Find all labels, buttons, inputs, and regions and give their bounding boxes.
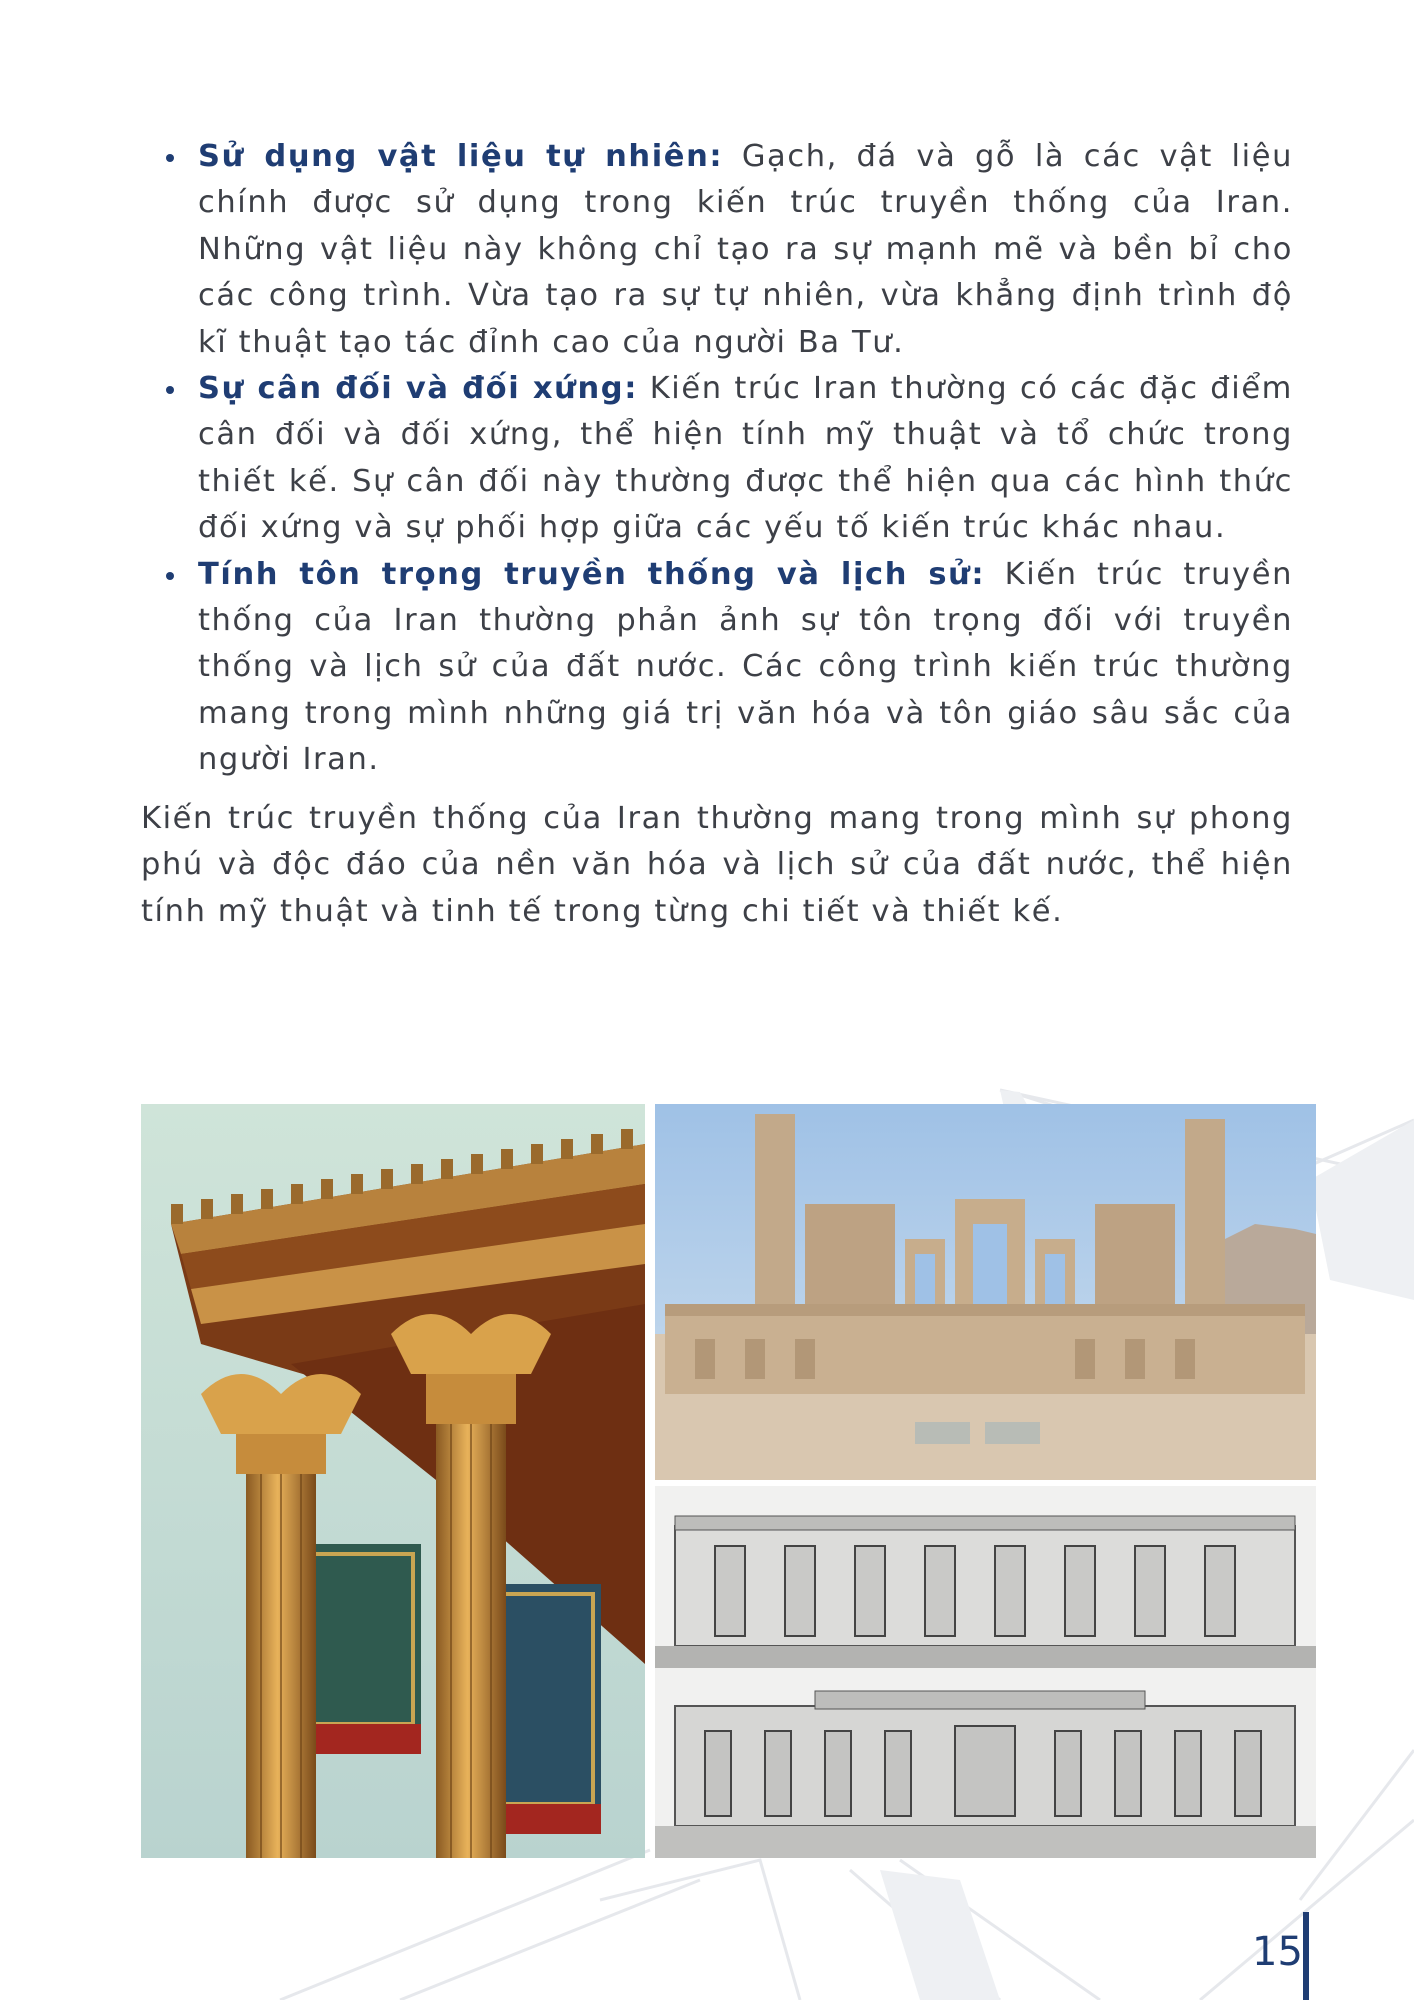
bullet-text: Kiến trúc Iran thường có các đặc điểm cân đối và đối xứng, thể hiện tính mỹ thuật và tổ chức trong thiết kế. Sự cân đối này thường được thể hiện qua các hình thức đối xứng và sự phối hợp giữa các yếu tố kiến trúc khác nhau. xyxy=(198,371,1293,546)
list-item xyxy=(141,552,1293,784)
page-content xyxy=(141,134,1293,965)
persian-column-illustration xyxy=(141,1104,645,1858)
list-item xyxy=(141,366,1293,552)
bullet-text: Kiến trúc truyền thống của Iran thường phản ảnh sự tôn trọng đối với truyền thống và lịch sử của đất nước. Các công trình kiến trúc thường mang trong mình những giá trị văn hóa và tôn giáo sâu sắc của người Iran. xyxy=(198,556,1294,778)
list-item xyxy=(141,134,1293,366)
bullet-text: Gạch, đá và gỗ là các vật liệu chính được sử dụng trong kiến trúc truyền thống của Iran. Những vật liệu này không chỉ tạo ra sự mạnh mẽ và bền bỉ cho các công trình. Vừa tạo ra sự tự nhiên, vừa khẳng định trình độ kĩ thuật tạo tác đỉnh cao của người Ba Tư. xyxy=(198,139,1293,360)
summary-paragraph: Kiến trúc truyền thống của Iran thường mang trong mình sự phong phú và độc đáo của nền văn hóa và lịch sử của đất nước, thể hiện tính mỹ thuật và tinh tế trong từng chi tiết và thiết kế. xyxy=(141,800,1293,929)
feature-list xyxy=(141,134,1293,784)
persepolis-ruins-photo xyxy=(655,1104,1316,1480)
page-number-bar xyxy=(1303,1912,1309,2000)
page-number: 15 xyxy=(1252,1929,1303,1975)
bullet-term: Sử dụng vật liệu tự nhiên: xyxy=(198,139,724,174)
palace-elevation-engravings xyxy=(655,1486,1316,1858)
bullet-term: Sự cân đối và đối xứng: xyxy=(198,371,638,407)
bullet-term: Tính tôn trọng truyền thống và lịch sử: xyxy=(198,556,986,592)
